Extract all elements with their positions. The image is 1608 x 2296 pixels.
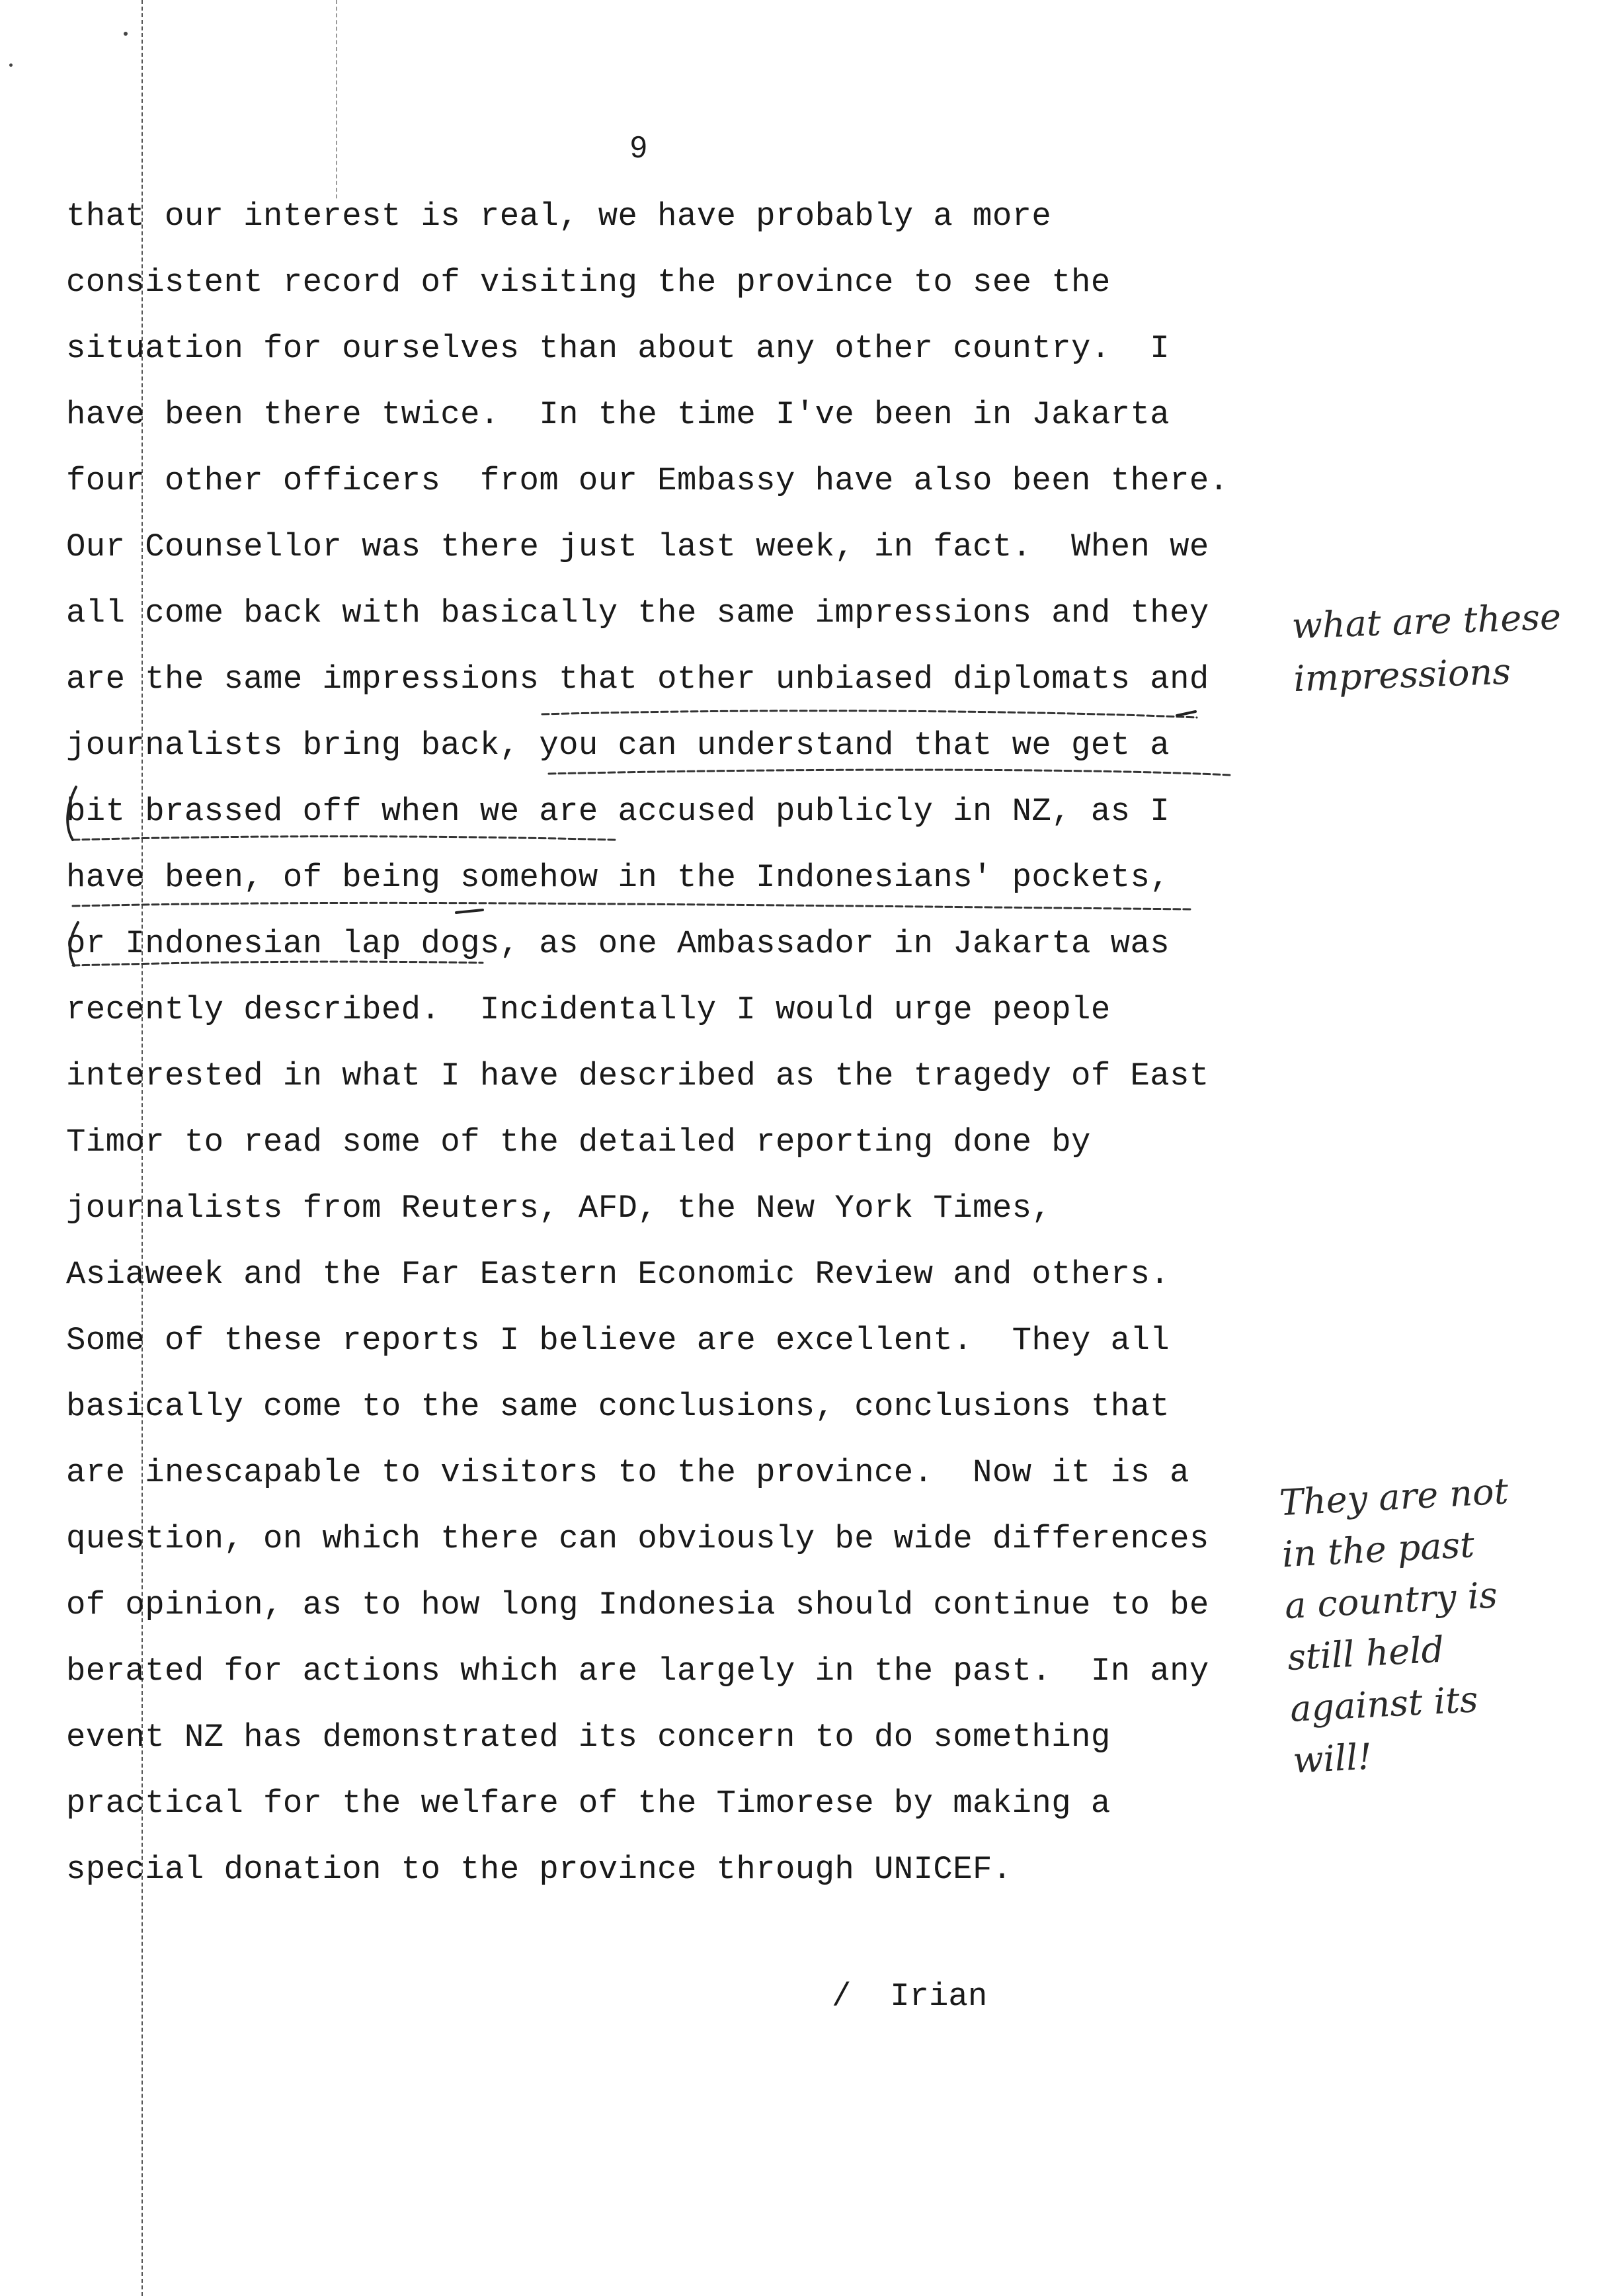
note-line: impressions [1293,650,1511,700]
handwritten-note-impressions [1291,591,1564,706]
text-line: have been there twice. In the time I've been in Jakarta [66,396,1170,433]
underline-stroke [542,711,1197,718]
bracket-stroke [67,787,76,840]
text-line: Our Counsellor was there just last week, in fact. When we [66,528,1209,565]
pen-mark [1177,712,1195,716]
text-line: are the same impressions that other unbiased diplomats and [66,661,1209,698]
note-line: They are not [1278,1470,1509,1524]
text-line: all come back with basically the same impressions and they [66,594,1209,632]
handwritten-note-past [1278,1465,1523,1786]
text-line: Timor to read some of the detailed reporting done by [66,1124,1091,1161]
text-line: have been, of being somehow in the Indonesians' pockets, [66,859,1170,896]
text-line: journalists from Reuters, AFD, the New York Times, [66,1190,1052,1227]
text-line: question, on which there can obviously be wide differences [66,1520,1209,1557]
text-line: journalists bring back, you can understand that we get a [66,727,1170,764]
text-line: situation for ourselves than about any other country. I [66,330,1170,367]
continuation-catchword: / Irian [832,1978,988,2015]
pen-mark [456,910,483,913]
note-line: a country is [1283,1574,1499,1627]
text-line: recently described. Incidentally I would urge people [66,991,1111,1028]
note-line: against its [1289,1678,1479,1730]
underline-stroke [73,837,615,840]
text-line: or Indonesian lap dogs, as one Ambassador in Jakarta was [66,925,1170,962]
text-line: are inescapable to visitors to the province. Now it is a [66,1454,1189,1491]
text-line: practical for the welfare of the Timorese by making a [66,1785,1111,1822]
text-line: of opinion, as to how long Indonesia should continue to be [66,1586,1209,1623]
text-line: special donation to the province through UNICEF. [66,1851,1012,1888]
underline-stroke [73,903,1190,909]
text-line: bit brassed off when we are accused publicly in NZ, as I [66,793,1170,830]
page-number: 9 [630,130,647,164]
text-line: consistent record of visiting the province to see the [66,264,1111,301]
underline-stroke [549,770,1230,775]
text-line: that our interest is real, we have probably a more [66,198,1052,235]
text-line: four other officers from our Embassy have also been there. [66,462,1229,499]
text-line: Asiaweek and the Far Eastern Economic Review and others. [66,1256,1170,1293]
note-line: still held [1286,1628,1445,1678]
note-line: will! [1291,1735,1373,1782]
note-line: in the past [1281,1524,1476,1576]
text-line: basically come to the same conclusions, conclusions that [66,1388,1170,1425]
note-line: what are these [1291,595,1562,647]
text-line: interested in what I have described as the tragedy of East [66,1057,1209,1094]
text-line: berated for actions which are largely in the past. In any [66,1653,1209,1690]
text-line: event NZ has demonstrated its concern to do something [66,1719,1111,1756]
bracket-stroke [70,922,78,965]
text-line: Some of these reports I believe are excellent. They all [66,1322,1170,1359]
underline-stroke [73,962,483,965]
